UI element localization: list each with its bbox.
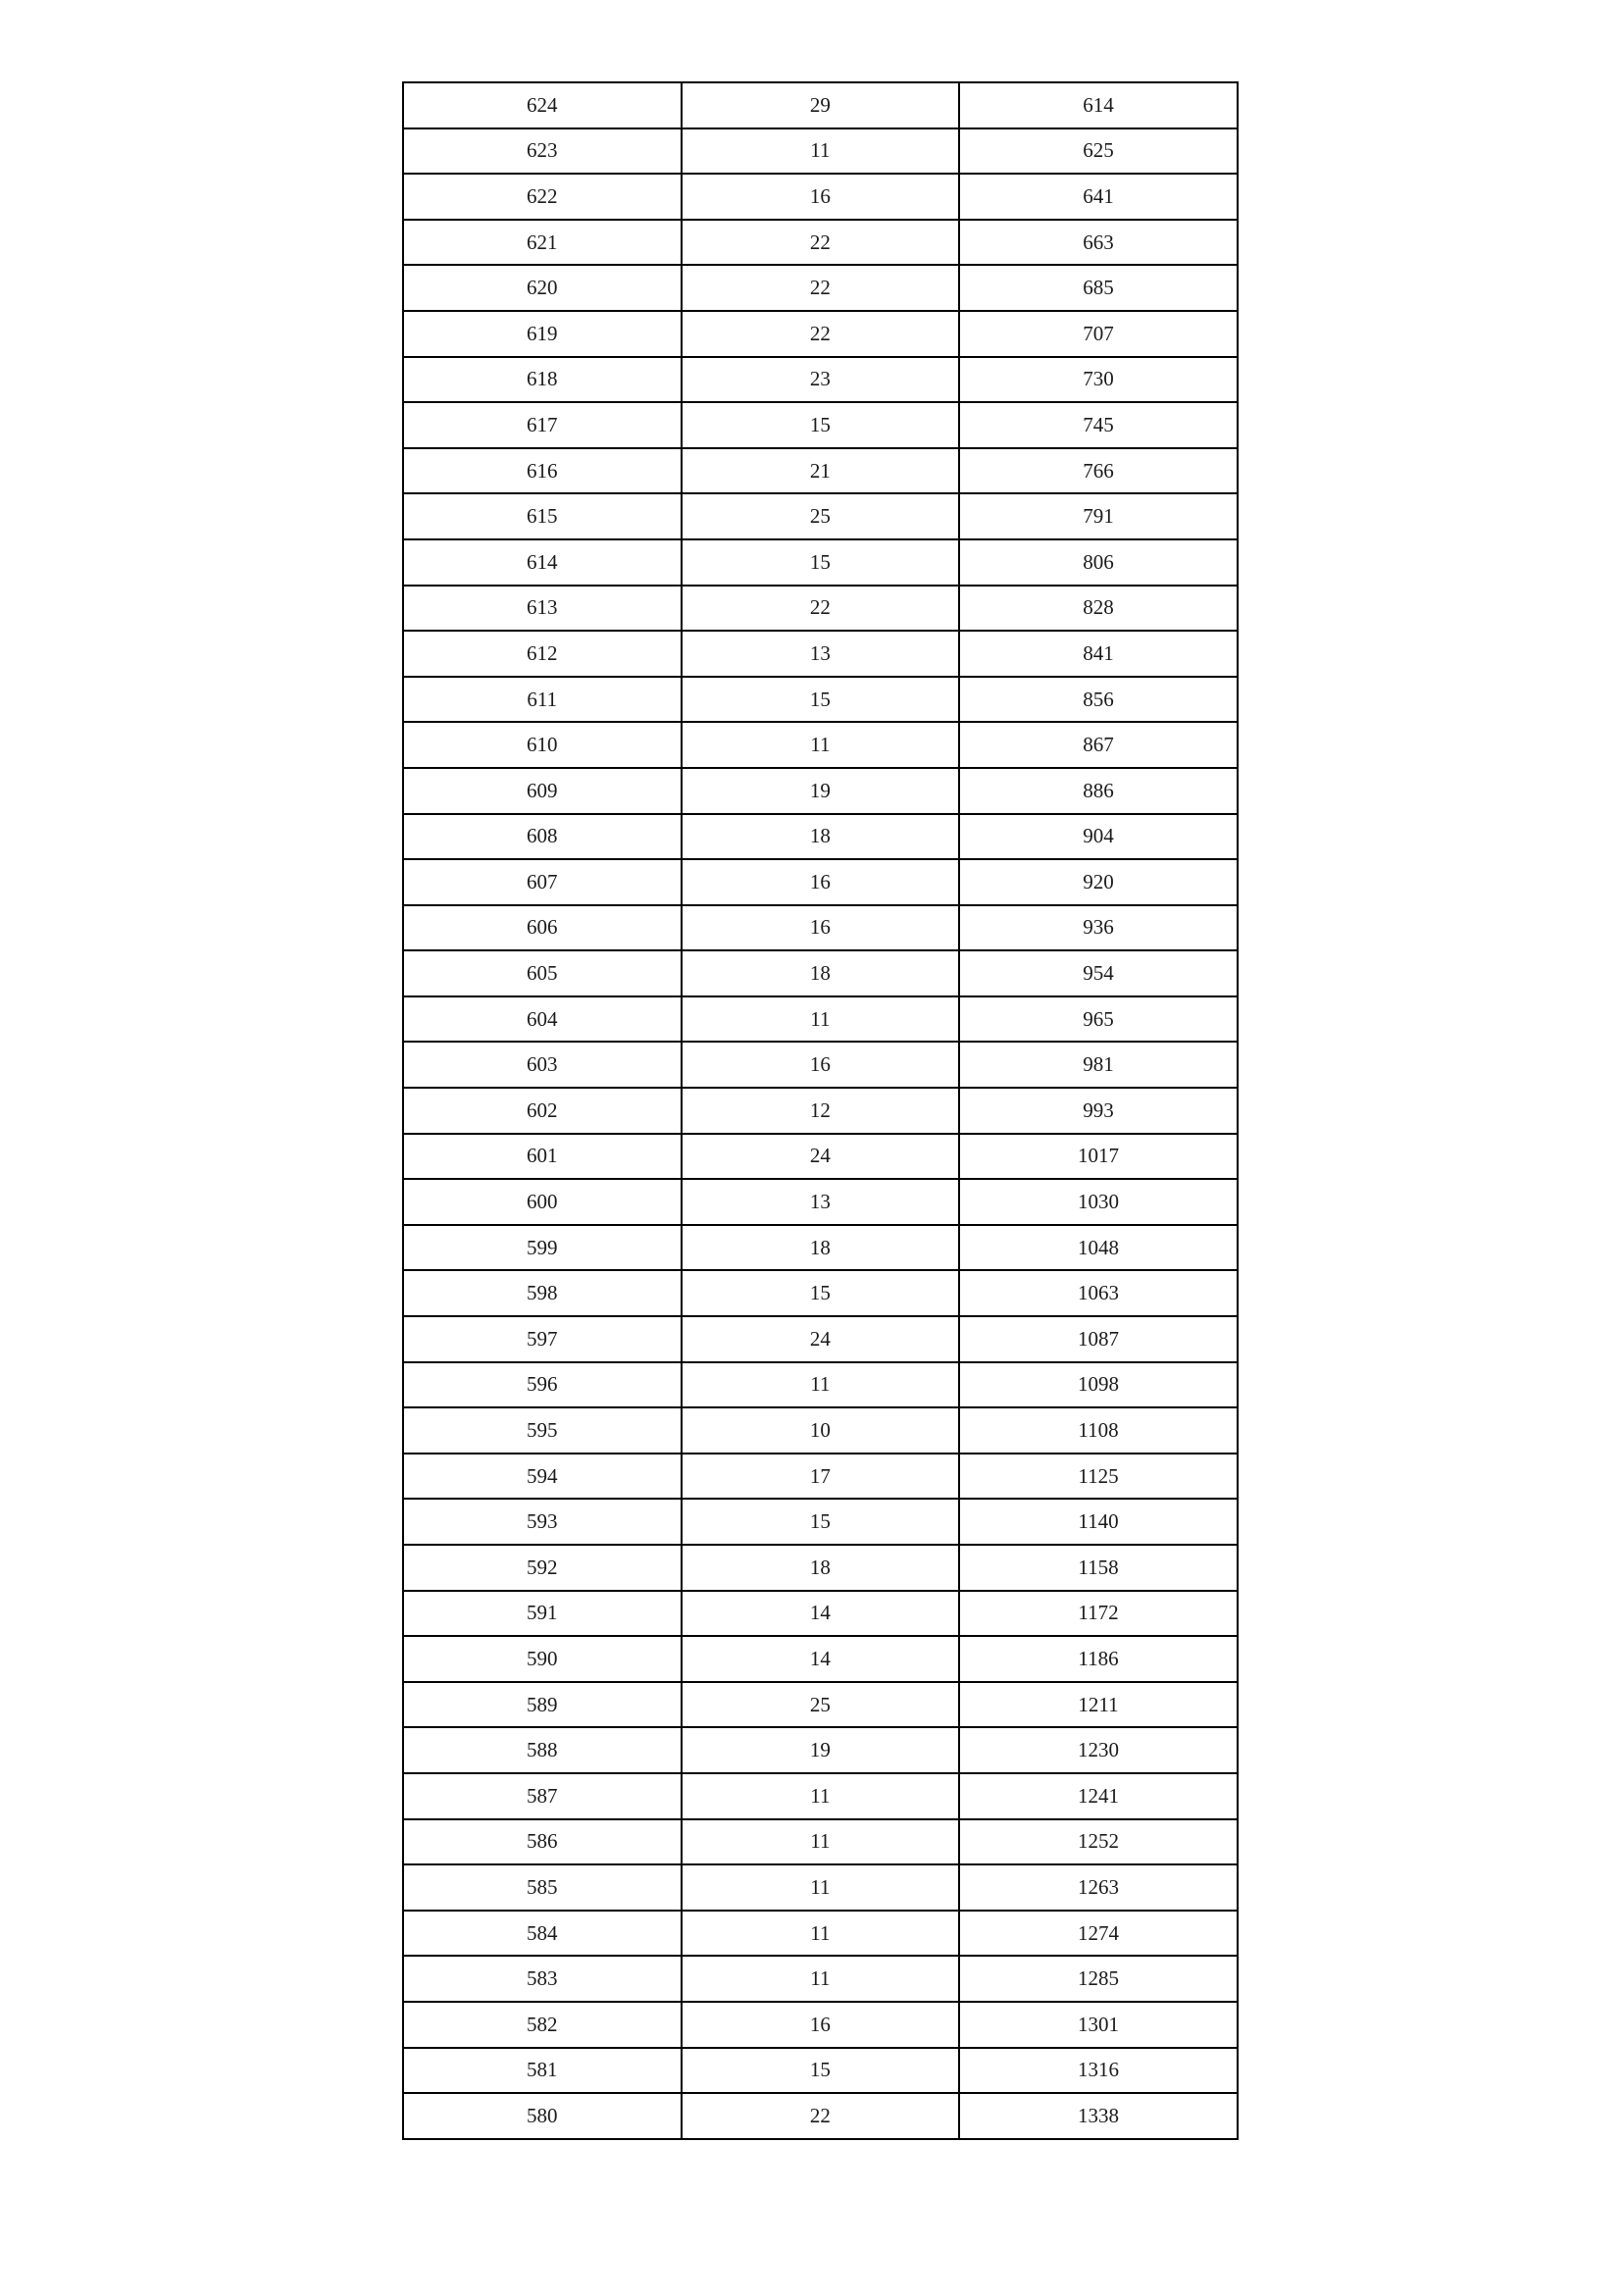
table-row	[403, 1864, 1238, 1911]
cumulative-cell: 745	[959, 402, 1238, 448]
table-row	[403, 1454, 1238, 1500]
score-cell: 621	[403, 220, 682, 266]
cumulative-cell: 886	[959, 768, 1238, 814]
count-cell: 11	[682, 1819, 960, 1865]
table-row	[403, 1591, 1238, 1637]
cumulative-cell: 685	[959, 265, 1238, 311]
table-row	[403, 1407, 1238, 1454]
score-cell: 585	[403, 1864, 682, 1911]
table-row	[403, 586, 1238, 632]
cumulative-cell: 1338	[959, 2093, 1238, 2139]
score-cell: 614	[403, 539, 682, 586]
table-row	[403, 1362, 1238, 1408]
count-cell: 14	[682, 1591, 960, 1637]
table-row	[403, 357, 1238, 403]
cumulative-cell: 920	[959, 859, 1238, 905]
count-cell: 15	[682, 1499, 960, 1545]
cumulative-cell: 707	[959, 311, 1238, 357]
count-cell: 24	[682, 1134, 960, 1180]
cumulative-cell: 791	[959, 493, 1238, 539]
count-cell: 12	[682, 1088, 960, 1134]
table-row	[403, 1270, 1238, 1316]
cumulative-cell: 1186	[959, 1636, 1238, 1682]
count-cell: 15	[682, 2048, 960, 2094]
cumulative-cell: 1274	[959, 1911, 1238, 1957]
score-cell: 603	[403, 1042, 682, 1088]
count-cell: 18	[682, 1225, 960, 1271]
count-cell: 11	[682, 1956, 960, 2002]
count-cell: 15	[682, 539, 960, 586]
cumulative-cell: 1301	[959, 2002, 1238, 2048]
count-cell: 16	[682, 174, 960, 220]
count-cell: 18	[682, 814, 960, 860]
cumulative-cell: 614	[959, 82, 1238, 128]
count-cell: 15	[682, 677, 960, 723]
table-row	[403, 220, 1238, 266]
count-cell: 17	[682, 1454, 960, 1500]
table-row	[403, 950, 1238, 996]
table-row	[403, 1225, 1238, 1271]
cumulative-cell: 1252	[959, 1819, 1238, 1865]
table-row	[403, 631, 1238, 677]
table-row	[403, 859, 1238, 905]
score-cell: 610	[403, 722, 682, 768]
count-cell: 11	[682, 996, 960, 1043]
cumulative-cell: 1125	[959, 1454, 1238, 1500]
score-cell: 597	[403, 1316, 682, 1362]
count-cell: 19	[682, 1727, 960, 1773]
cumulative-cell: 841	[959, 631, 1238, 677]
cumulative-cell: 936	[959, 905, 1238, 951]
score-cell: 620	[403, 265, 682, 311]
count-cell: 18	[682, 1545, 960, 1591]
cumulative-cell: 828	[959, 586, 1238, 632]
score-cell: 598	[403, 1270, 682, 1316]
cumulative-cell: 1172	[959, 1591, 1238, 1637]
table-row	[403, 1088, 1238, 1134]
cumulative-cell: 1263	[959, 1864, 1238, 1911]
table-row	[403, 265, 1238, 311]
cumulative-cell: 856	[959, 677, 1238, 723]
table-row	[403, 677, 1238, 723]
count-cell: 13	[682, 1179, 960, 1225]
score-cell: 608	[403, 814, 682, 860]
table-row	[403, 1636, 1238, 1682]
cumulative-cell: 1087	[959, 1316, 1238, 1362]
cumulative-cell: 766	[959, 448, 1238, 494]
count-cell: 13	[682, 631, 960, 677]
table-row	[403, 1911, 1238, 1957]
cumulative-cell: 993	[959, 1088, 1238, 1134]
count-cell: 22	[682, 2093, 960, 2139]
count-cell: 15	[682, 402, 960, 448]
count-cell: 16	[682, 1042, 960, 1088]
table-row	[403, 1042, 1238, 1088]
count-cell: 25	[682, 493, 960, 539]
table-row	[403, 814, 1238, 860]
score-cell: 624	[403, 82, 682, 128]
cumulative-cell: 663	[959, 220, 1238, 266]
score-cell: 617	[403, 402, 682, 448]
count-cell: 21	[682, 448, 960, 494]
table-row	[403, 996, 1238, 1043]
count-cell: 15	[682, 1270, 960, 1316]
cumulative-cell: 1211	[959, 1682, 1238, 1728]
score-cell: 600	[403, 1179, 682, 1225]
table-row	[403, 2002, 1238, 2048]
score-distribution-table	[402, 81, 1239, 2140]
table-row	[403, 1316, 1238, 1362]
cumulative-cell: 641	[959, 174, 1238, 220]
cumulative-cell: 1230	[959, 1727, 1238, 1773]
table-body	[403, 82, 1238, 2139]
count-cell: 22	[682, 220, 960, 266]
table-row	[403, 448, 1238, 494]
count-cell: 11	[682, 1362, 960, 1408]
count-cell: 22	[682, 586, 960, 632]
table-row	[403, 402, 1238, 448]
cumulative-cell: 1017	[959, 1134, 1238, 1180]
count-cell: 11	[682, 128, 960, 175]
score-cell: 581	[403, 2048, 682, 2094]
cumulative-cell: 806	[959, 539, 1238, 586]
score-cell: 615	[403, 493, 682, 539]
score-cell: 584	[403, 1911, 682, 1957]
cumulative-cell: 1108	[959, 1407, 1238, 1454]
count-cell: 29	[682, 82, 960, 128]
cumulative-cell: 965	[959, 996, 1238, 1043]
score-cell: 593	[403, 1499, 682, 1545]
table-row	[403, 2093, 1238, 2139]
cumulative-cell: 904	[959, 814, 1238, 860]
score-cell: 609	[403, 768, 682, 814]
score-cell: 582	[403, 2002, 682, 2048]
count-cell: 11	[682, 722, 960, 768]
table-row	[403, 1179, 1238, 1225]
score-cell: 589	[403, 1682, 682, 1728]
score-cell: 613	[403, 586, 682, 632]
score-cell: 602	[403, 1088, 682, 1134]
score-cell: 595	[403, 1407, 682, 1454]
cumulative-cell: 1048	[959, 1225, 1238, 1271]
count-cell: 22	[682, 265, 960, 311]
table-row	[403, 1727, 1238, 1773]
table-row	[403, 311, 1238, 357]
table-row	[403, 1956, 1238, 2002]
cumulative-cell: 1158	[959, 1545, 1238, 1591]
cumulative-cell: 981	[959, 1042, 1238, 1088]
score-cell: 605	[403, 950, 682, 996]
cumulative-cell: 1316	[959, 2048, 1238, 2094]
score-cell: 619	[403, 311, 682, 357]
score-cell: 616	[403, 448, 682, 494]
score-cell: 611	[403, 677, 682, 723]
score-cell: 601	[403, 1134, 682, 1180]
cumulative-cell: 867	[959, 722, 1238, 768]
count-cell: 22	[682, 311, 960, 357]
cumulative-cell: 1140	[959, 1499, 1238, 1545]
score-cell: 622	[403, 174, 682, 220]
count-cell: 16	[682, 2002, 960, 2048]
count-cell: 25	[682, 1682, 960, 1728]
score-cell: 623	[403, 128, 682, 175]
table-row	[403, 493, 1238, 539]
table-row	[403, 1134, 1238, 1180]
cumulative-cell: 625	[959, 128, 1238, 175]
cumulative-cell: 1098	[959, 1362, 1238, 1408]
table-row	[403, 1545, 1238, 1591]
score-cell: 583	[403, 1956, 682, 2002]
count-cell: 11	[682, 1773, 960, 1819]
count-cell: 18	[682, 950, 960, 996]
count-cell: 19	[682, 768, 960, 814]
count-cell: 23	[682, 357, 960, 403]
table-row	[403, 768, 1238, 814]
table-row	[403, 1499, 1238, 1545]
score-cell: 594	[403, 1454, 682, 1500]
table-row	[403, 1773, 1238, 1819]
cumulative-cell: 1285	[959, 1956, 1238, 2002]
table-row	[403, 905, 1238, 951]
table-row	[403, 1682, 1238, 1728]
count-cell: 24	[682, 1316, 960, 1362]
score-cell: 592	[403, 1545, 682, 1591]
score-cell: 588	[403, 1727, 682, 1773]
count-cell: 11	[682, 1864, 960, 1911]
score-cell: 612	[403, 631, 682, 677]
count-cell: 10	[682, 1407, 960, 1454]
score-cell: 618	[403, 357, 682, 403]
table-row	[403, 1819, 1238, 1865]
score-cell: 590	[403, 1636, 682, 1682]
table-row	[403, 722, 1238, 768]
table-row	[403, 2048, 1238, 2094]
score-cell: 586	[403, 1819, 682, 1865]
score-cell: 591	[403, 1591, 682, 1637]
cumulative-cell: 1241	[959, 1773, 1238, 1819]
cumulative-cell: 954	[959, 950, 1238, 996]
table-row	[403, 82, 1238, 128]
score-cell: 599	[403, 1225, 682, 1271]
score-cell: 606	[403, 905, 682, 951]
score-cell: 596	[403, 1362, 682, 1408]
count-cell: 11	[682, 1911, 960, 1957]
cumulative-cell: 1063	[959, 1270, 1238, 1316]
count-cell: 16	[682, 905, 960, 951]
table-row	[403, 174, 1238, 220]
score-cell: 604	[403, 996, 682, 1043]
table-row	[403, 539, 1238, 586]
count-cell: 14	[682, 1636, 960, 1682]
count-cell: 16	[682, 859, 960, 905]
table-row	[403, 128, 1238, 175]
score-cell: 580	[403, 2093, 682, 2139]
score-cell: 607	[403, 859, 682, 905]
cumulative-cell: 730	[959, 357, 1238, 403]
cumulative-cell: 1030	[959, 1179, 1238, 1225]
score-cell: 587	[403, 1773, 682, 1819]
